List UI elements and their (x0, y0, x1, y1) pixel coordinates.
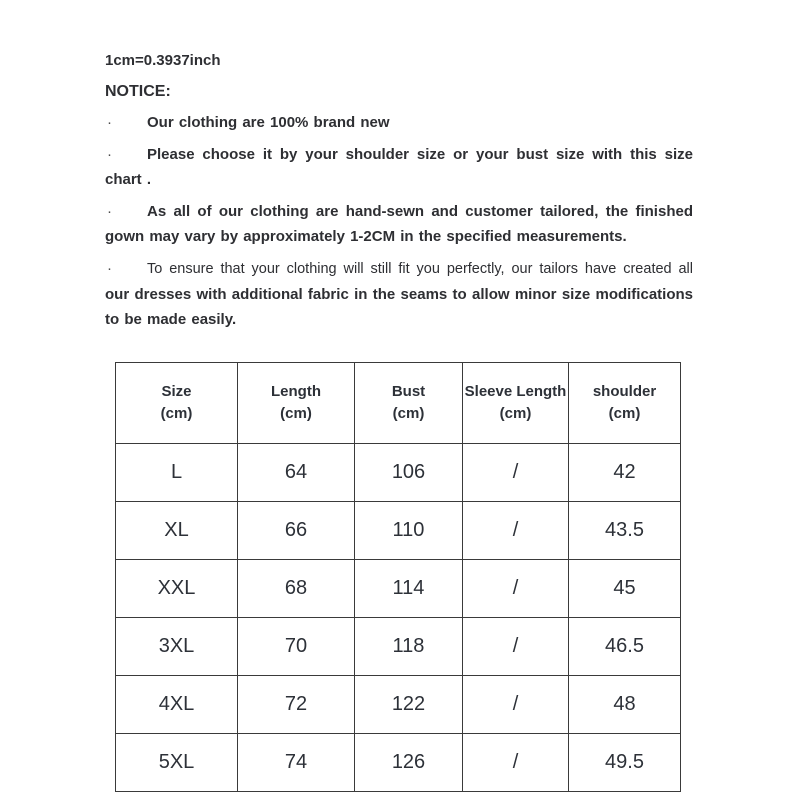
bullet-dot: · (107, 260, 112, 277)
header-unit: (cm) (280, 405, 312, 422)
cell-size: 5XL (116, 734, 238, 792)
cell-shoulder: 43.5 (569, 502, 681, 560)
notice-bullet-hand-sewn (105, 199, 693, 249)
cell-size: XXL (116, 560, 238, 618)
cell-sleeve: / (463, 734, 569, 792)
cell-sleeve: / (463, 560, 569, 618)
header-unit: (cm) (499, 405, 532, 422)
cell-bust: 110 (355, 502, 463, 560)
bullet-dot: · (107, 146, 112, 163)
cell-sleeve: / (463, 618, 569, 676)
cell-shoulder: 46.5 (569, 618, 681, 676)
cell-sleeve: / (463, 444, 569, 502)
cell-sleeve: / (463, 502, 569, 560)
bullet-text-regular: To ensure that your clothing will still fit you perfectly, our tailors have created all (147, 261, 693, 277)
cell-shoulder: 48 (569, 676, 681, 734)
header-unit: (cm) (608, 405, 641, 422)
bullet-text-bold: our dresses with additional fabric in the seams to allow minor size modifications to be made easily. (105, 286, 693, 328)
notice-bullet-choose-size (105, 142, 693, 192)
cell-shoulder: 49.5 (569, 734, 681, 792)
header-cell-sleeve-length (463, 363, 569, 444)
header-label: Length (271, 383, 321, 400)
header-label: Bust (391, 383, 426, 400)
cell-length: 70 (238, 618, 355, 676)
bullet-text: Please choose it by your shoulder size or your bust size with this size chart . (105, 146, 693, 188)
cell-sleeve: / (463, 676, 569, 734)
cell-size: 4XL (116, 676, 238, 734)
cell-length: 64 (238, 444, 355, 502)
table-row (116, 618, 681, 676)
cell-length: 68 (238, 560, 355, 618)
cell-length: 74 (238, 734, 355, 792)
table-row (116, 676, 681, 734)
cell-length: 66 (238, 502, 355, 560)
bullet-text: Our clothing are 100% brand new (147, 114, 390, 131)
conversion-note: 1cm=0.3937inch (105, 52, 221, 69)
header-unit: (cm) (160, 405, 193, 422)
cell-shoulder: 45 (569, 560, 681, 618)
bullet-dot: · (107, 114, 112, 131)
cell-bust: 106 (355, 444, 463, 502)
cell-size: 3XL (116, 618, 238, 676)
table-row (116, 734, 681, 792)
cell-shoulder: 42 (569, 444, 681, 502)
cell-bust: 114 (355, 560, 463, 618)
cell-bust: 122 (355, 676, 463, 734)
table-row (116, 560, 681, 618)
notice-bullet-extra-fabric (105, 256, 693, 332)
table-row (116, 502, 681, 560)
size-chart-table (115, 362, 681, 792)
bullet-text: As all of our clothing are hand-sewn and customer tailored, the finished gown may vary by approximately 1-2CM in the specified measurements. (105, 203, 693, 245)
header-label: Sleeve Length (464, 383, 567, 400)
notice-heading: NOTICE: (105, 83, 171, 100)
table-header-row (116, 363, 681, 444)
cell-size: XL (116, 502, 238, 560)
header-unit: (cm) (392, 405, 425, 422)
header-label: shoulder (592, 383, 657, 400)
header-cell-size (116, 363, 238, 444)
cell-bust: 118 (355, 618, 463, 676)
header-cell-bust (355, 363, 463, 444)
cell-bust: 126 (355, 734, 463, 792)
table-row (116, 444, 681, 502)
cell-size: L (116, 444, 238, 502)
notice-bullet-brand-new (105, 110, 693, 135)
header-cell-shoulder (569, 363, 681, 444)
bullet-dot: · (107, 203, 112, 220)
header-label: Size (161, 383, 192, 400)
header-cell-length (238, 363, 355, 444)
cell-length: 72 (238, 676, 355, 734)
